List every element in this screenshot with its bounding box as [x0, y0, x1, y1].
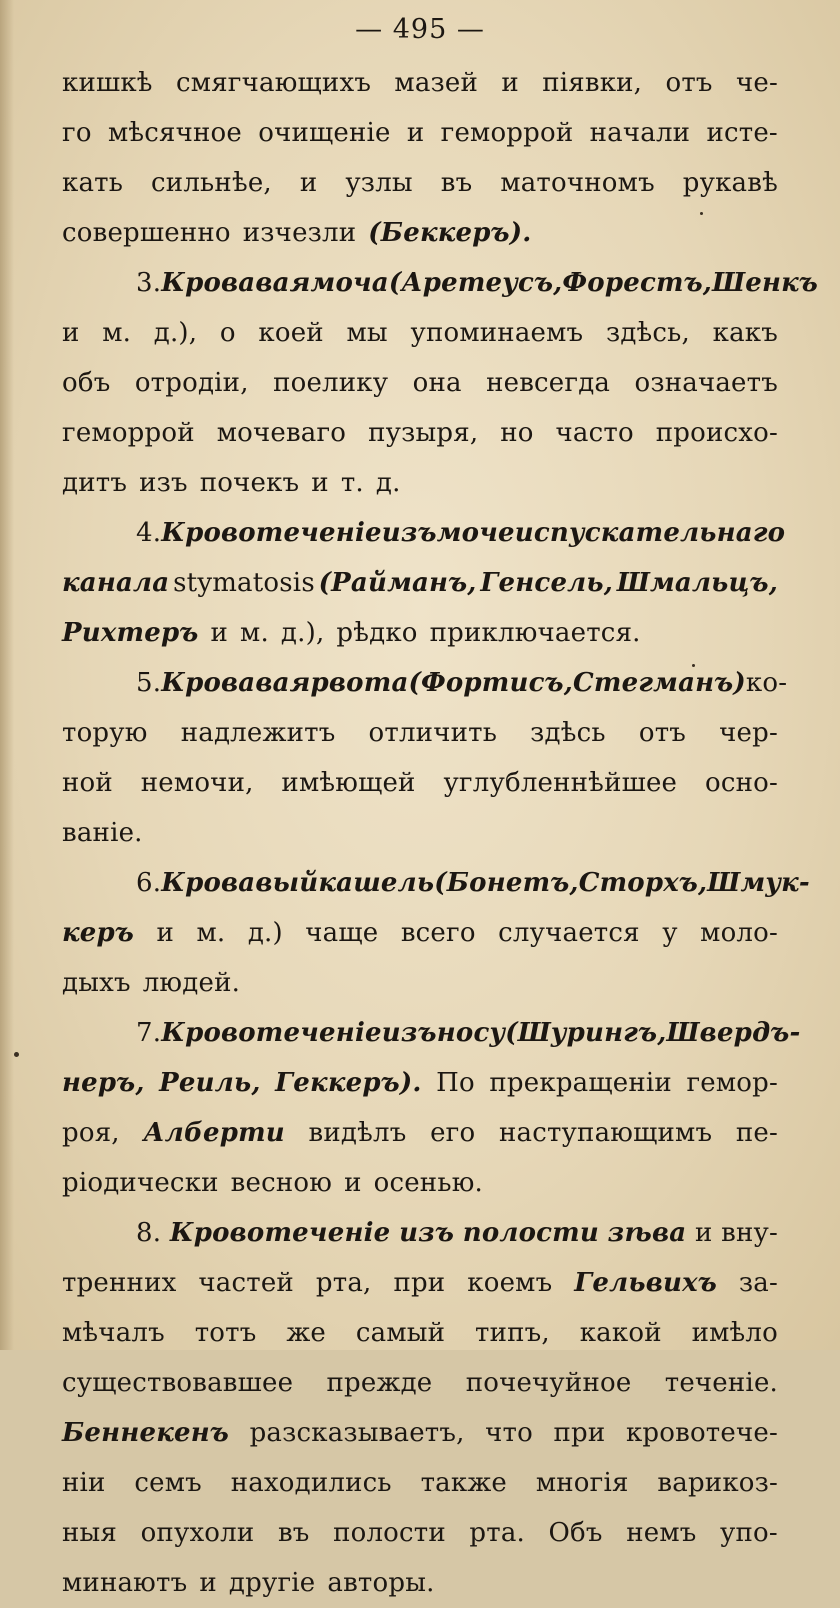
word: Алберти [143, 1118, 285, 1148]
word: Рихтеръ [62, 618, 199, 648]
word: но [500, 418, 534, 448]
word: чаще [305, 918, 379, 948]
word: маточномъ [500, 168, 655, 198]
word: опухоли [140, 1518, 255, 1548]
word: Кровотеченіе [161, 1018, 382, 1048]
word: 3. [136, 268, 162, 298]
text-line [62, 1558, 778, 1608]
word: м. [240, 618, 269, 648]
text-line [62, 1358, 778, 1408]
text-line [62, 1508, 778, 1558]
word: отличить [368, 718, 498, 748]
text-line [62, 1058, 778, 1108]
text-line [62, 458, 778, 508]
text-line [62, 358, 778, 408]
word: объ [62, 368, 111, 398]
word: мочеваго [216, 418, 347, 448]
word: мѣсячное [107, 118, 242, 148]
word: его [430, 1118, 476, 1148]
word: ной [62, 768, 113, 798]
word: и [344, 1168, 362, 1198]
text-line [62, 1108, 778, 1158]
word: Шмук- [707, 868, 810, 898]
word: почечуйное [465, 1368, 632, 1398]
word: По [436, 1068, 475, 1098]
text-line [62, 508, 786, 558]
word: торую [62, 718, 148, 748]
word: что [485, 1418, 533, 1448]
word: 6. [136, 868, 162, 898]
word: прежде [326, 1368, 433, 1398]
word: 5. [136, 668, 162, 698]
word: мѣчалъ [62, 1318, 165, 1348]
word: и [62, 318, 80, 348]
word: типъ, [475, 1318, 550, 1348]
text-line [62, 1308, 778, 1358]
word: ваніе. [62, 818, 143, 848]
text-line [62, 1408, 778, 1458]
word: м. [102, 318, 132, 348]
word: многія [535, 1468, 629, 1498]
word: немъ [626, 1518, 697, 1548]
word: въ [440, 168, 473, 198]
word: означаетъ [634, 368, 778, 398]
word: Форестъ, [562, 268, 713, 298]
word: піявки, [542, 68, 643, 98]
word: какъ [712, 318, 778, 348]
word: носу [436, 1018, 506, 1048]
body-text [62, 58, 819, 1608]
text-line [62, 58, 778, 108]
word: че- [735, 68, 778, 98]
word: полости [333, 1518, 446, 1548]
word: имѣющей [281, 768, 416, 798]
word: пе- [735, 1118, 778, 1148]
text-line [62, 1458, 778, 1508]
word: осенью. [373, 1168, 483, 1198]
word: и [311, 468, 329, 498]
word: рукавѣ [682, 168, 778, 198]
text-line [62, 958, 778, 1008]
word: Шмальцъ, [616, 568, 778, 598]
word: смягчающихъ [176, 68, 372, 98]
word: и [501, 68, 519, 98]
word: гемор- [686, 1068, 778, 1098]
word: д.) [247, 918, 283, 948]
word: поелику [273, 368, 389, 398]
word: изъ [381, 518, 437, 548]
word: очищеніе [258, 118, 391, 148]
word: изъ [399, 1218, 455, 1248]
word: мочеиспускательнаго [436, 518, 786, 548]
word: прекращеніи [489, 1068, 672, 1098]
text-line [62, 1258, 778, 1308]
word: канала [62, 568, 170, 598]
word: авторы. [327, 1568, 435, 1598]
text-line [62, 908, 778, 958]
word: (Беккеръ). [368, 218, 532, 248]
word: (Бонетъ, [434, 868, 579, 898]
word: углубленнѣйшее [443, 768, 678, 798]
word: Шенкъ [712, 268, 819, 298]
word: Объ [548, 1518, 603, 1548]
paper-speck [14, 1052, 19, 1057]
text-line [62, 308, 778, 358]
word: зѣва [607, 1218, 687, 1248]
word: stymatosis [173, 568, 315, 598]
word: дитъ [62, 468, 128, 498]
word: о [219, 318, 236, 348]
text-line [62, 408, 778, 458]
word: случается [498, 918, 640, 948]
word: тотъ [194, 1318, 257, 1348]
word: пузыря, [368, 418, 479, 448]
word: находились [230, 1468, 392, 1498]
word: Кровавая [161, 268, 311, 298]
text-line [62, 108, 778, 158]
text-line [62, 758, 778, 808]
word: геморрой [62, 418, 195, 448]
word: кишкѣ [62, 68, 153, 98]
word: 8. [136, 1218, 162, 1248]
word: осно- [705, 768, 778, 798]
text-line [62, 658, 788, 708]
word: мы [346, 318, 388, 348]
word: Сторхъ, [578, 868, 708, 898]
word: коемъ [467, 1268, 553, 1298]
word: (Шурингъ, [505, 1018, 667, 1048]
word: ніи [62, 1468, 106, 1498]
word: мазей [394, 68, 479, 98]
word: Кровавая [161, 668, 311, 698]
word: и [199, 1568, 217, 1598]
word: кать [62, 168, 124, 198]
word: самый [355, 1318, 446, 1348]
word: отродіи, [134, 368, 249, 398]
word: при [393, 1268, 446, 1298]
word: сильнѣе, [151, 168, 272, 198]
text-line [62, 708, 778, 758]
word: (Аретеусъ, [388, 268, 563, 298]
word: и [156, 918, 175, 948]
word: надлежитъ [180, 718, 336, 748]
word: существовавшее [62, 1368, 294, 1398]
word: совершенно [62, 218, 231, 248]
text-line [62, 858, 810, 908]
word: Генсель, [480, 568, 614, 598]
word: роя, [62, 1118, 120, 1148]
word: ныя [62, 1518, 118, 1548]
word: также [420, 1468, 508, 1498]
word: изъ [381, 1018, 437, 1048]
word: ко- [745, 668, 788, 698]
paper-speck [700, 212, 703, 215]
word: видѣлъ [308, 1118, 407, 1148]
word: всего [400, 918, 476, 948]
word: наступающимъ [498, 1118, 713, 1148]
word: д.), [280, 618, 325, 648]
word: теченіе. [664, 1368, 778, 1398]
word: здѣсь, [605, 318, 690, 348]
word: ріодически [62, 1168, 219, 1198]
word: она [412, 368, 462, 398]
word: т. [340, 468, 364, 498]
word: и [694, 1218, 713, 1248]
word: неръ, [62, 1068, 145, 1098]
word: и [210, 618, 229, 648]
word: моча [310, 268, 389, 298]
word: геморрой [440, 118, 574, 148]
word: Кровотеченіе [169, 1218, 391, 1248]
word: варикоз- [657, 1468, 778, 1498]
word: кровотече- [625, 1418, 778, 1448]
word: отъ [665, 68, 713, 98]
word: вну- [721, 1218, 778, 1248]
word: Швердъ- [666, 1018, 801, 1048]
word: въ [277, 1518, 310, 1548]
word: Геккеръ). [275, 1068, 422, 1098]
word: Стегманъ) [573, 668, 746, 698]
word: 7. [136, 1018, 162, 1048]
word: рта. [469, 1518, 526, 1548]
word: тренних [62, 1268, 177, 1298]
text-line [62, 558, 778, 608]
word: имѣло [691, 1318, 778, 1348]
word: приключается. [429, 618, 641, 648]
word: чер- [719, 718, 778, 748]
text-line [62, 158, 778, 208]
word: дыхъ [62, 968, 131, 998]
word: другіе [228, 1568, 316, 1598]
word: (Фортисъ, [408, 668, 573, 698]
word: какой [579, 1318, 662, 1348]
word: немочи, [140, 768, 254, 798]
word: керъ [62, 918, 135, 948]
word: Беннекенъ [62, 1418, 230, 1448]
word: рта, [315, 1268, 372, 1298]
word: Кровотеченіе [161, 518, 382, 548]
word: же [286, 1318, 327, 1348]
word: 4. [136, 518, 162, 548]
word: здѣсь [530, 718, 606, 748]
word: д. [375, 468, 401, 498]
word: весною [230, 1168, 333, 1198]
paper-speck [692, 664, 695, 667]
word: частей [198, 1268, 294, 1298]
word: упо- [720, 1518, 778, 1548]
word: изчезли [242, 218, 357, 248]
word: исте- [706, 118, 778, 148]
word: разсказываетъ, [249, 1418, 465, 1448]
text-line [62, 808, 778, 858]
word: невсегда [486, 368, 611, 398]
word: и [299, 168, 318, 198]
text-line [62, 1008, 801, 1058]
word: минаютъ [62, 1568, 188, 1598]
word: людей. [142, 968, 241, 998]
word: происхо- [655, 418, 778, 448]
word: у [662, 918, 678, 948]
word: Гельвихъ [574, 1268, 717, 1298]
word: коей [258, 318, 324, 348]
word: часто [555, 418, 634, 448]
word: Кровавый [161, 868, 319, 898]
word: при [553, 1418, 606, 1448]
word: рѣдко [336, 618, 418, 648]
word: и [406, 118, 425, 148]
word: д.), [153, 318, 198, 348]
word: отъ [638, 718, 687, 748]
word: упоминаемъ [410, 318, 584, 348]
word: (Райманъ, [318, 568, 477, 598]
word: почекъ [199, 468, 300, 498]
word: рвота [310, 668, 409, 698]
text-line [62, 258, 819, 308]
word: Реиль, [159, 1068, 261, 1098]
word: кашель [318, 868, 435, 898]
word: м. [196, 918, 226, 948]
text-line [62, 1208, 778, 1258]
word: моло- [700, 918, 778, 948]
word: изъ [139, 468, 188, 498]
word: семъ [134, 1468, 202, 1498]
word: начали [589, 118, 691, 148]
word: го [62, 118, 92, 148]
page-number: — 495 — [355, 14, 485, 45]
text-line [62, 1158, 778, 1208]
text-line [62, 208, 778, 258]
word: узлы [345, 168, 413, 198]
word: за- [738, 1268, 778, 1298]
text-line [62, 608, 778, 658]
word: полости [462, 1218, 599, 1248]
